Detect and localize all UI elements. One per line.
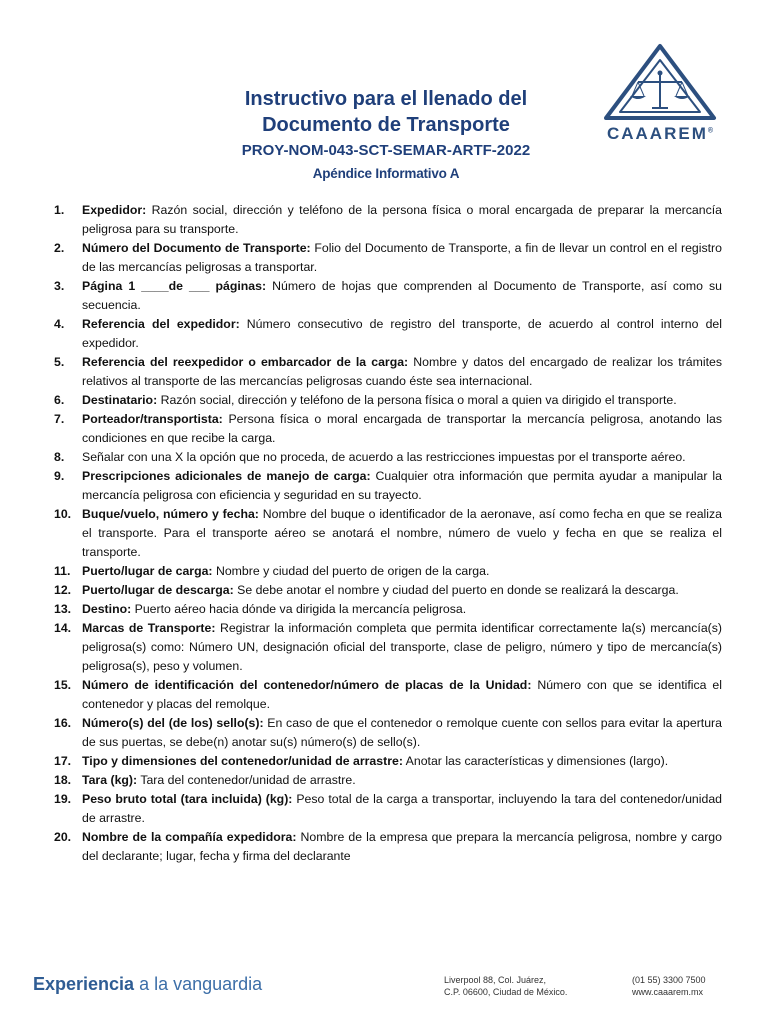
- footer-address: [444, 974, 567, 998]
- item-term: Referencia del expedidor:: [82, 317, 240, 331]
- list-item: [54, 391, 722, 410]
- logo-wordmark: [596, 124, 724, 144]
- list-item: [54, 714, 722, 752]
- item-description: Nombre de la empresa que prepara la mercancía peligrosa, nombre y cargo del declarante; lugar, fecha y firma del declarante: [82, 830, 722, 863]
- item-body: [82, 600, 722, 619]
- footer-contact: [632, 974, 706, 998]
- item-body: [82, 752, 722, 771]
- list-item: [54, 828, 722, 866]
- item-description: Número con que se identifica el contenedor y placas del remolque.: [82, 678, 722, 711]
- phone-number: (01 55) 3300 7500: [632, 975, 706, 985]
- list-item: [54, 201, 722, 239]
- document-title-line-1: Instructivo para el llenado del: [244, 88, 528, 110]
- item-number: 7.: [54, 412, 65, 426]
- document-title-line-2: Documento de Transporte: [262, 114, 510, 136]
- item-body: [82, 771, 722, 790]
- item-term: Marcas de Transporte:: [82, 621, 216, 635]
- item-number: 10.: [54, 507, 72, 521]
- logo-text: CAAAREM: [606, 124, 708, 143]
- item-description: Nombre y datos del encargado de realizar los trámites relativos al transporte de las mercancías peligrosas cuando éste sea internacional.: [82, 355, 722, 388]
- item-body: [82, 315, 722, 353]
- item-term: Número del Documento de Transporte:: [82, 241, 311, 255]
- item-number: 12.: [54, 583, 72, 597]
- item-number: 8.: [54, 450, 65, 464]
- item-description: Tara del contenedor/unidad de arrastre.: [137, 773, 356, 787]
- item-body: [82, 353, 722, 391]
- website-link[interactable]: www.caaarem.mx: [632, 987, 704, 997]
- item-term: Número de identificación del contenedor/número de placas de la Unidad:: [82, 678, 532, 692]
- item-description: Nombre del buque o identificador de la aeronave, así como fecha en que se realiza el transporte. Para el transporte aéreo se anotará el nombre, número de vuelo y fecha en que se realiza el transporte.: [82, 507, 723, 559]
- slogan-bold: Experiencia: [33, 974, 135, 994]
- item-description: Folio del Documento de Transporte, a fin de llevar un control en el registro de las mercancías peligrosas a transportar.: [82, 241, 722, 274]
- item-number: 19.: [54, 792, 72, 806]
- caaarem-logo: [596, 40, 724, 150]
- item-body: [82, 562, 722, 581]
- slogan-rest: a la vanguardia: [134, 974, 263, 994]
- document-header: [0, 0, 768, 200]
- item-number: 3.: [54, 279, 65, 293]
- scales-triangle-icon: [596, 40, 724, 124]
- item-term: Nombre de la compañía expedidora:: [82, 830, 297, 844]
- item-number: 14.: [54, 621, 72, 635]
- list-item: [54, 752, 722, 771]
- item-number: 20.: [54, 830, 72, 844]
- item-body: [82, 676, 722, 714]
- item-body: [82, 581, 722, 600]
- item-term: Puerto/lugar de carga:: [82, 564, 213, 578]
- item-term: Destino:: [82, 602, 132, 616]
- list-item: [54, 581, 722, 600]
- item-description: Anotar las características y dimensiones (largo).: [402, 754, 669, 768]
- item-body: [82, 790, 722, 828]
- item-body: [82, 828, 722, 866]
- footer-slogan: [33, 974, 262, 995]
- appendix-label: Apéndice Informativo A: [312, 166, 460, 181]
- list-item: [54, 448, 722, 467]
- item-description: Peso total de la carga a transportar, incluyendo la tara del contenedor/unidad de arrastre.: [82, 792, 722, 825]
- item-description: Cualquier otra información que permita ayudar a manipular la mercancía peligrosa con eficiencia y seguridad en su trayecto.: [82, 469, 722, 502]
- item-body: [82, 505, 722, 562]
- item-term: Porteador/transportista:: [82, 412, 223, 426]
- list-item: [54, 239, 722, 277]
- item-description: Persona física o moral encargada de transportar la mercancía peligrosa, anotando las condiciones en que recibe la carga.: [82, 412, 722, 445]
- item-term: Expedidor:: [82, 203, 147, 217]
- page-footer: [0, 968, 768, 1024]
- item-body: [82, 201, 722, 239]
- list-item: [54, 676, 722, 714]
- list-item: [54, 771, 722, 790]
- item-number: 5.: [54, 355, 65, 369]
- list-item: [54, 467, 722, 505]
- title-block: [200, 86, 572, 184]
- item-number: 9.: [54, 469, 65, 483]
- list-item: [54, 562, 722, 581]
- list-item: [54, 619, 722, 676]
- item-term: Buque/vuelo, número y fecha:: [82, 507, 259, 521]
- item-description: Puerto aéreo hacia dónde va dirigida la mercancía peligrosa.: [131, 602, 467, 616]
- list-item: [54, 505, 722, 562]
- item-description: Registrar la información completa que permita identificar correctamente la(s) mercancía(s) peligrosa(s) como: Número UN, designación oficial del transporte, clase de peligro, número y tipo de mercancía(s) peligrosa(s), peso y volumen.: [82, 621, 722, 673]
- item-body: [82, 467, 722, 505]
- item-term: Destinatario:: [82, 393, 158, 407]
- registered-mark: ®: [707, 127, 714, 135]
- item-term: Tipo y dimensiones del contenedor/unidad de arrastre:: [82, 754, 403, 768]
- item-term: Referencia del reexpedidor o embarcador de la carga:: [82, 355, 409, 369]
- item-description: Número consecutivo de registro del transporte, de acuerdo al control interno del expedidor.: [82, 317, 722, 350]
- item-term: Tara (kg):: [82, 773, 138, 787]
- item-body: [82, 410, 722, 448]
- item-description: Razón social, dirección y teléfono de la persona física o moral encargada de preparar la mercancía peligrosa para su transporte.: [82, 203, 722, 236]
- item-number: 18.: [54, 773, 72, 787]
- item-number: 6.: [54, 393, 65, 407]
- item-term: Página 1 ____de ___ páginas:: [82, 279, 267, 293]
- item-description: En caso de que el contenedor o remolque cuente con sellos para evitar la apertura de sus puertas, se debe(n) anotar su(s) número(s) de sello(s).: [82, 716, 722, 749]
- item-body: [82, 714, 722, 752]
- item-description: Señalar con una X la opción que no proceda, de acuerdo a las restricciones impuestas por el transporte aéreo.: [82, 450, 686, 464]
- list-item: [54, 353, 722, 391]
- item-number: 16.: [54, 716, 72, 730]
- item-body: [82, 391, 722, 410]
- list-item: [54, 790, 722, 828]
- item-body: [82, 448, 722, 467]
- item-description: Número de hojas que comprenden al Documento de Transporte, así como su secuencia.: [82, 279, 722, 312]
- list-item: [54, 315, 722, 353]
- item-number: 13.: [54, 602, 72, 616]
- norm-code: PROY-NOM-043-SCT-SEMAR-ARTF-2022: [241, 142, 531, 159]
- list-item: [54, 410, 722, 448]
- item-description: Se debe anotar el nombre y ciudad del puerto en donde se realizará la descarga.: [233, 583, 679, 597]
- item-body: [82, 619, 722, 676]
- item-body: [82, 277, 722, 315]
- list-item: [54, 277, 722, 315]
- item-body: [82, 239, 722, 277]
- address-line-1: Liverpool 88, Col. Juárez,: [444, 975, 547, 985]
- item-description: Razón social, dirección y teléfono de la persona física o moral a quien va dirigido el transporte.: [157, 393, 677, 407]
- item-description: Nombre y ciudad del puerto de origen de la carga.: [212, 564, 490, 578]
- item-number: 17.: [54, 754, 72, 768]
- item-number: 1.: [54, 203, 65, 217]
- item-term: Número(s) del (de los) sello(s):: [82, 716, 264, 730]
- address-line-2: C.P. 06600, Ciudad de México.: [444, 987, 568, 997]
- instructions-list: [54, 201, 722, 866]
- item-number: 4.: [54, 317, 65, 331]
- item-number: 11.: [54, 564, 71, 578]
- list-item: [54, 600, 722, 619]
- item-term: Peso bruto total (tara incluida) (kg):: [82, 792, 293, 806]
- item-number: 2.: [54, 241, 65, 255]
- item-term: Puerto/lugar de descarga:: [82, 583, 234, 597]
- item-number: 15.: [54, 678, 72, 692]
- item-term: Prescripciones adicionales de manejo de carga:: [82, 469, 371, 483]
